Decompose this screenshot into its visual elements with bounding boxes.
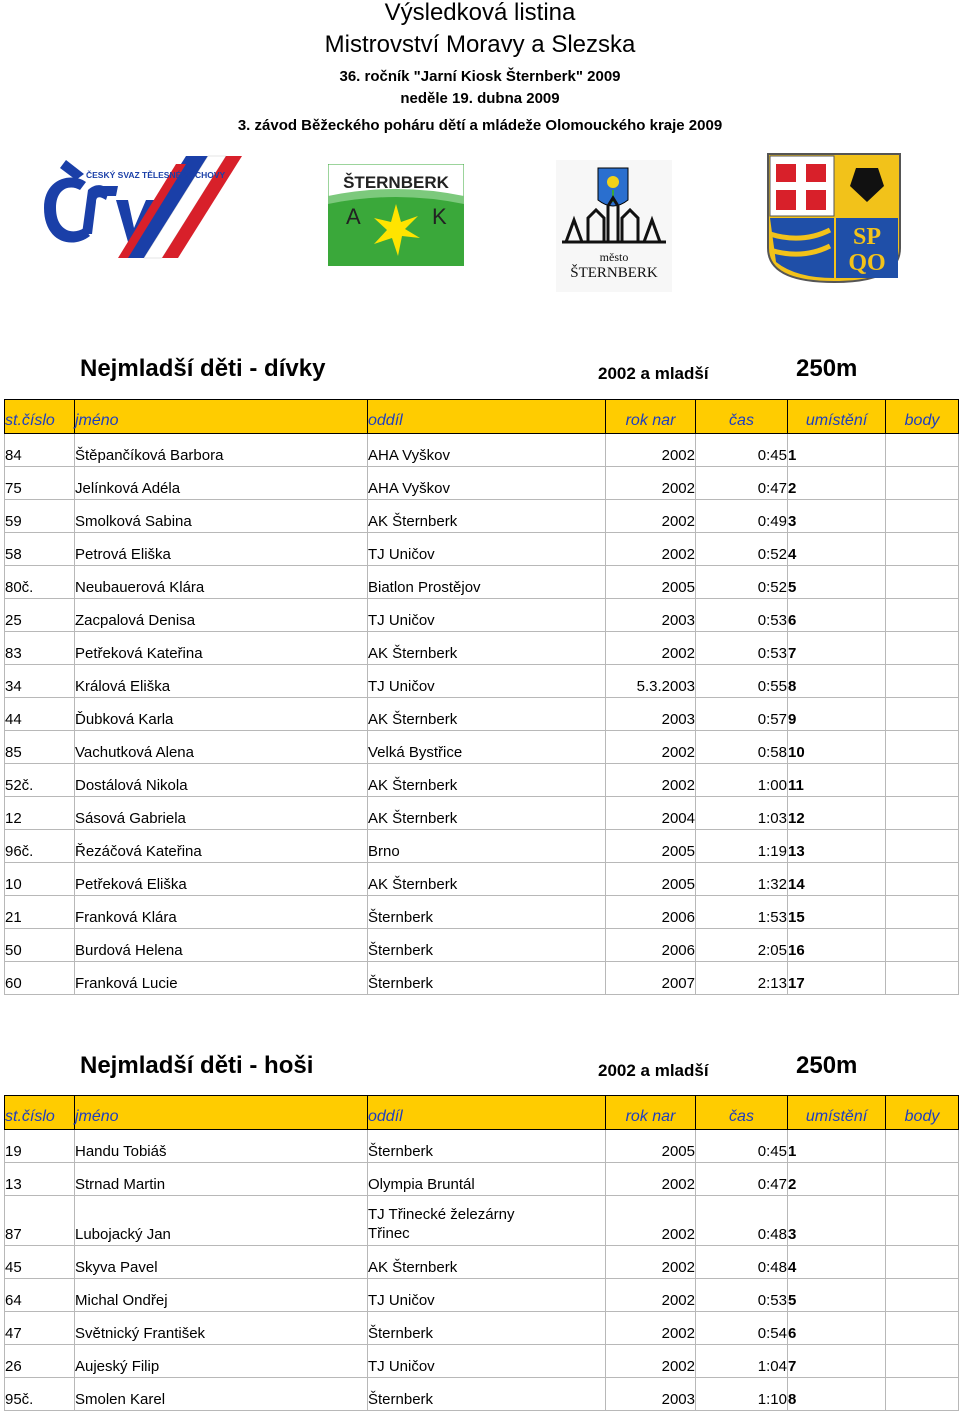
points-cell bbox=[886, 797, 959, 830]
club-cell: Šternberk bbox=[368, 1312, 606, 1345]
time-cell: 0:48 bbox=[696, 1246, 788, 1279]
club-cell: TJ Uničov bbox=[368, 1345, 606, 1378]
place-cell: 2 bbox=[788, 467, 886, 500]
birth-year-cell: 2002 bbox=[606, 1312, 696, 1345]
time-cell: 1:19 bbox=[696, 830, 788, 863]
spqo-text-2: QO bbox=[848, 250, 886, 276]
time-cell: 0:45 bbox=[696, 434, 788, 467]
athlete-name-cell: Světnický František bbox=[75, 1312, 368, 1345]
time-cell: 0:55 bbox=[696, 665, 788, 698]
club-cell: AK Šternberk bbox=[368, 863, 606, 896]
event-date: neděle 19. dubna 2009 bbox=[400, 90, 560, 107]
start-number-cell: 87 bbox=[5, 1196, 75, 1246]
time-cell: 1:53 bbox=[696, 896, 788, 929]
start-number-cell: 96č. bbox=[5, 830, 75, 863]
table-row bbox=[5, 896, 959, 929]
points-cell bbox=[886, 467, 959, 500]
athlete-name-cell: Skyva Pavel bbox=[75, 1246, 368, 1279]
table-row bbox=[5, 533, 959, 566]
time-cell: 1:10 bbox=[696, 1378, 788, 1411]
points-cell bbox=[886, 863, 959, 896]
club-line: TJ Třinecké železárny bbox=[368, 1206, 515, 1223]
ak-logo-title: ŠTERNBERK bbox=[343, 173, 449, 192]
club-cell: TJ Uničov bbox=[368, 665, 606, 698]
birth-year-cell: 2007 bbox=[606, 962, 696, 995]
athlete-name-cell: Dostálová Nikola bbox=[75, 764, 368, 797]
start-number-cell: 25 bbox=[5, 599, 75, 632]
event-series: 3. závod Běžeckého poháru dětí a mládeže Olomouckého kraje 2009 bbox=[237, 117, 723, 134]
birth-year-cell: 2002 bbox=[606, 1196, 696, 1246]
olomoucky-kraj-logo bbox=[766, 152, 902, 284]
club-cell: AHA Vyškov bbox=[368, 467, 606, 500]
start-number-cell: 75 bbox=[5, 467, 75, 500]
athlete-name-cell: Sásová Gabriela bbox=[75, 797, 368, 830]
athlete-name-cell: Smolen Karel bbox=[75, 1378, 368, 1411]
table-row bbox=[5, 863, 959, 896]
table-row bbox=[5, 929, 959, 962]
start-number-cell: 64 bbox=[5, 1279, 75, 1312]
time-cell: 1:32 bbox=[696, 863, 788, 896]
start-number-cell: 47 bbox=[5, 1312, 75, 1345]
time-cell: 0:52 bbox=[696, 533, 788, 566]
birth-year-cell: 2003 bbox=[606, 698, 696, 731]
place-cell: 2 bbox=[788, 1163, 886, 1196]
athlete-name-cell: Řezáčová Kateřina bbox=[75, 830, 368, 863]
start-number-cell: 52č. bbox=[5, 764, 75, 797]
club-cell: TJ Uničov bbox=[368, 599, 606, 632]
birth-year-cell: 2002 bbox=[606, 467, 696, 500]
birth-year-cell: 2002 bbox=[606, 500, 696, 533]
athlete-name-cell: Neubauerová Klára bbox=[75, 566, 368, 599]
col-header-name: jméno bbox=[75, 400, 368, 434]
birth-year-cell: 2002 bbox=[606, 1246, 696, 1279]
table-row bbox=[5, 962, 959, 995]
start-number-cell: 80č. bbox=[5, 566, 75, 599]
col-header-points: body bbox=[886, 1096, 959, 1130]
points-cell bbox=[886, 830, 959, 863]
birth-year-cell: 2005 bbox=[606, 566, 696, 599]
club-cell: AK Šternberk bbox=[368, 1246, 606, 1279]
place-cell: 9 bbox=[788, 698, 886, 731]
place-cell: 8 bbox=[788, 1378, 886, 1411]
table-row bbox=[5, 599, 959, 632]
birth-year-cell: 2005 bbox=[606, 830, 696, 863]
place-cell: 11 bbox=[788, 764, 886, 797]
points-cell bbox=[886, 698, 959, 731]
athlete-name-cell: Franková Klára bbox=[75, 896, 368, 929]
cstv-logo-text: ČESKÝ SVAZ TĚLESNÉ VÝCHOVY bbox=[86, 170, 226, 180]
birth-year-cell: 2005 bbox=[606, 1130, 696, 1163]
points-cell bbox=[886, 1130, 959, 1163]
ak-logo-a: A bbox=[346, 204, 361, 229]
table-row bbox=[5, 467, 959, 500]
start-number-cell: 13 bbox=[5, 1163, 75, 1196]
athlete-name-cell: Petřeková Eliška bbox=[75, 863, 368, 896]
birth-year-cell: 2003 bbox=[606, 1378, 696, 1411]
table-header-row bbox=[5, 1096, 959, 1130]
mesto-sternberk-logo bbox=[556, 160, 672, 292]
athlete-name-cell: Štěpančíková Barbora bbox=[75, 434, 368, 467]
points-cell bbox=[886, 1196, 959, 1246]
col-header-club: oddíl bbox=[368, 400, 606, 434]
points-cell bbox=[886, 1312, 959, 1345]
cstv-logo bbox=[36, 150, 246, 270]
birth-year-cell: 2002 bbox=[606, 1345, 696, 1378]
spqo-text-1: SP bbox=[852, 224, 882, 250]
club-cell: AK Šternberk bbox=[368, 632, 606, 665]
points-cell bbox=[886, 764, 959, 797]
club-cell: Olympia Bruntál bbox=[368, 1163, 606, 1196]
table-row bbox=[5, 1163, 959, 1196]
start-number-cell: 34 bbox=[5, 665, 75, 698]
club-cell: AK Šternberk bbox=[368, 698, 606, 731]
start-number-cell: 95č. bbox=[5, 1378, 75, 1411]
athlete-name-cell: Smolková Sabina bbox=[75, 500, 368, 533]
club-cell: TJ Uničov bbox=[368, 1279, 606, 1312]
birth-year-cell: 2003 bbox=[606, 599, 696, 632]
time-cell: 1:03 bbox=[696, 797, 788, 830]
start-number-cell: 58 bbox=[5, 533, 75, 566]
place-cell: 1 bbox=[788, 1130, 886, 1163]
club-cell: Biatlon Prostějov bbox=[368, 566, 606, 599]
time-cell: 0:47 bbox=[696, 467, 788, 500]
points-cell bbox=[886, 929, 959, 962]
place-cell: 13 bbox=[788, 830, 886, 863]
athlete-name-cell: Vachutková Alena bbox=[75, 731, 368, 764]
table-row bbox=[5, 797, 959, 830]
time-cell: 0:57 bbox=[696, 698, 788, 731]
col-header-club: oddíl bbox=[368, 1096, 606, 1130]
place-cell: 16 bbox=[788, 929, 886, 962]
place-cell: 3 bbox=[788, 500, 886, 533]
time-cell: 0:49 bbox=[696, 500, 788, 533]
col-header-start-number: st.číslo bbox=[5, 1096, 75, 1130]
club-cell: Šternberk bbox=[368, 929, 606, 962]
place-cell: 4 bbox=[788, 1246, 886, 1279]
birth-year-cell: 2002 bbox=[606, 1279, 696, 1312]
document-subtitle: Mistrovství Moravy a Slezska bbox=[324, 31, 636, 58]
start-number-cell: 26 bbox=[5, 1345, 75, 1378]
time-cell: 0:48 bbox=[696, 1196, 788, 1246]
place-cell: 6 bbox=[788, 1312, 886, 1345]
time-cell: 1:00 bbox=[696, 764, 788, 797]
table-row bbox=[5, 1196, 959, 1246]
place-cell: 7 bbox=[788, 632, 886, 665]
points-cell bbox=[886, 434, 959, 467]
time-cell: 0:58 bbox=[696, 731, 788, 764]
start-number-cell: 83 bbox=[5, 632, 75, 665]
start-number-cell: 85 bbox=[5, 731, 75, 764]
points-cell bbox=[886, 632, 959, 665]
place-cell: 12 bbox=[788, 797, 886, 830]
table-row bbox=[5, 566, 959, 599]
athlete-name-cell: Králová Eliška bbox=[75, 665, 368, 698]
club-cell: Šternberk bbox=[368, 962, 606, 995]
place-cell: 10 bbox=[788, 731, 886, 764]
table-row bbox=[5, 665, 959, 698]
athlete-name-cell: Ďubková Karla bbox=[75, 698, 368, 731]
athlete-name-cell: Lubojacký Jan bbox=[75, 1196, 368, 1246]
points-cell bbox=[886, 566, 959, 599]
table-row bbox=[5, 830, 959, 863]
start-number-cell: 19 bbox=[5, 1130, 75, 1163]
table-row bbox=[5, 434, 959, 467]
col-header-birth-year: rok nar bbox=[606, 1096, 696, 1130]
table-row bbox=[5, 1279, 959, 1312]
table-header-row bbox=[5, 400, 959, 434]
girls-results-table bbox=[4, 399, 959, 995]
girls-distance: 250m bbox=[796, 355, 858, 382]
document-title: Výsledková listina bbox=[384, 0, 576, 26]
athlete-name-cell: Michal Ondřej bbox=[75, 1279, 368, 1312]
girls-age-category: 2002 a mladší bbox=[598, 364, 709, 383]
start-number-cell: 10 bbox=[5, 863, 75, 896]
col-header-place: umístění bbox=[788, 1096, 886, 1130]
col-header-time: čas bbox=[696, 1096, 788, 1130]
time-cell: 0:45 bbox=[696, 1130, 788, 1163]
athlete-name-cell: Burdová Helena bbox=[75, 929, 368, 962]
club-line: Třinec bbox=[368, 1225, 410, 1242]
table-row bbox=[5, 500, 959, 533]
place-cell: 6 bbox=[788, 599, 886, 632]
time-cell: 2:13 bbox=[696, 962, 788, 995]
ak-logo-k: K bbox=[432, 204, 447, 229]
table-row bbox=[5, 698, 959, 731]
athlete-name-cell: Jelínková Adéla bbox=[75, 467, 368, 500]
birth-year-cell: 2002 bbox=[606, 632, 696, 665]
event-name: 36. ročník "Jarní Kiosk Šternberk" 2009 bbox=[339, 68, 621, 85]
col-header-time: čas bbox=[696, 400, 788, 434]
start-number-cell: 84 bbox=[5, 434, 75, 467]
club-cell: TJ Uničov bbox=[368, 533, 606, 566]
start-number-cell: 21 bbox=[5, 896, 75, 929]
start-number-cell: 60 bbox=[5, 962, 75, 995]
athlete-name-cell: Zacpalová Denisa bbox=[75, 599, 368, 632]
time-cell: 1:04 bbox=[696, 1345, 788, 1378]
table-row bbox=[5, 764, 959, 797]
time-cell: 0:53 bbox=[696, 632, 788, 665]
place-cell: 8 bbox=[788, 665, 886, 698]
place-cell: 1 bbox=[788, 434, 886, 467]
boys-section-title: Nejmladší děti - hoši bbox=[80, 1052, 314, 1079]
place-cell: 17 bbox=[788, 962, 886, 995]
table-row bbox=[5, 632, 959, 665]
table-row bbox=[5, 1378, 959, 1411]
girls-section-title: Nejmladší děti - dívky bbox=[80, 355, 326, 382]
start-number-cell: 45 bbox=[5, 1246, 75, 1279]
birth-year-cell: 2002 bbox=[606, 731, 696, 764]
col-header-birth-year: rok nar bbox=[606, 400, 696, 434]
place-cell: 14 bbox=[788, 863, 886, 896]
place-cell: 15 bbox=[788, 896, 886, 929]
table-row bbox=[5, 1246, 959, 1279]
birth-year-cell: 2004 bbox=[606, 797, 696, 830]
points-cell bbox=[886, 1279, 959, 1312]
points-cell bbox=[886, 1246, 959, 1279]
club-cell: Šternberk bbox=[368, 1378, 606, 1411]
club-cell: Velká Bystřice bbox=[368, 731, 606, 764]
points-cell bbox=[886, 896, 959, 929]
start-number-cell: 59 bbox=[5, 500, 75, 533]
mesto-logo-small: město bbox=[599, 250, 629, 264]
ak-sternberk-logo bbox=[328, 164, 464, 266]
table-row bbox=[5, 1130, 959, 1163]
table-row bbox=[5, 1345, 959, 1378]
points-cell bbox=[886, 533, 959, 566]
place-cell: 4 bbox=[788, 533, 886, 566]
boys-age-category: 2002 a mladší bbox=[598, 1061, 709, 1080]
club-cell: Šternberk bbox=[368, 1130, 606, 1163]
birth-year-cell: 2005 bbox=[606, 863, 696, 896]
time-cell: 2:05 bbox=[696, 929, 788, 962]
club-cell: Brno bbox=[368, 830, 606, 863]
col-header-name: jméno bbox=[75, 1096, 368, 1130]
athlete-name-cell: Strnad Martin bbox=[75, 1163, 368, 1196]
athlete-name-cell: Petrová Eliška bbox=[75, 533, 368, 566]
birth-year-cell: 2006 bbox=[606, 929, 696, 962]
time-cell: 0:53 bbox=[696, 1279, 788, 1312]
birth-year-cell: 2002 bbox=[606, 764, 696, 797]
col-header-start-number: st.číslo bbox=[5, 400, 75, 434]
points-cell bbox=[886, 500, 959, 533]
start-number-cell: 12 bbox=[5, 797, 75, 830]
time-cell: 0:47 bbox=[696, 1163, 788, 1196]
points-cell bbox=[886, 599, 959, 632]
club-cell: AK Šternberk bbox=[368, 797, 606, 830]
club-cell: Šternberk bbox=[368, 896, 606, 929]
points-cell bbox=[886, 665, 959, 698]
club-cell bbox=[368, 1196, 606, 1246]
place-cell: 5 bbox=[788, 566, 886, 599]
birth-year-cell: 2002 bbox=[606, 434, 696, 467]
boys-distance: 250m bbox=[796, 1052, 858, 1079]
table-row bbox=[5, 731, 959, 764]
place-cell: 7 bbox=[788, 1345, 886, 1378]
birth-year-cell: 2006 bbox=[606, 896, 696, 929]
col-header-place: umístění bbox=[788, 400, 886, 434]
time-cell: 0:53 bbox=[696, 599, 788, 632]
points-cell bbox=[886, 962, 959, 995]
club-cell: AK Šternberk bbox=[368, 500, 606, 533]
place-cell: 3 bbox=[788, 1196, 886, 1246]
athlete-name-cell: Aujeský Filip bbox=[75, 1345, 368, 1378]
birth-year-cell: 2002 bbox=[606, 533, 696, 566]
athlete-name-cell: Petřeková Kateřina bbox=[75, 632, 368, 665]
points-cell bbox=[886, 731, 959, 764]
start-number-cell: 50 bbox=[5, 929, 75, 962]
points-cell bbox=[886, 1378, 959, 1411]
mesto-logo-big: ŠTERNBERK bbox=[570, 265, 658, 281]
time-cell: 0:54 bbox=[696, 1312, 788, 1345]
start-number-cell: 44 bbox=[5, 698, 75, 731]
birth-year-cell: 2002 bbox=[606, 1163, 696, 1196]
place-cell: 5 bbox=[788, 1279, 886, 1312]
points-cell bbox=[886, 1163, 959, 1196]
club-cell: AHA Vyškov bbox=[368, 434, 606, 467]
athlete-name-cell: Franková Lucie bbox=[75, 962, 368, 995]
athlete-name-cell: Handu Tobiáš bbox=[75, 1130, 368, 1163]
time-cell: 0:52 bbox=[696, 566, 788, 599]
birth-year-cell: 5.3.2003 bbox=[606, 665, 696, 698]
boys-results-table bbox=[4, 1095, 959, 1411]
club-cell: AK Šternberk bbox=[368, 764, 606, 797]
table-row bbox=[5, 1312, 959, 1345]
points-cell bbox=[886, 1345, 959, 1378]
col-header-points: body bbox=[886, 400, 959, 434]
